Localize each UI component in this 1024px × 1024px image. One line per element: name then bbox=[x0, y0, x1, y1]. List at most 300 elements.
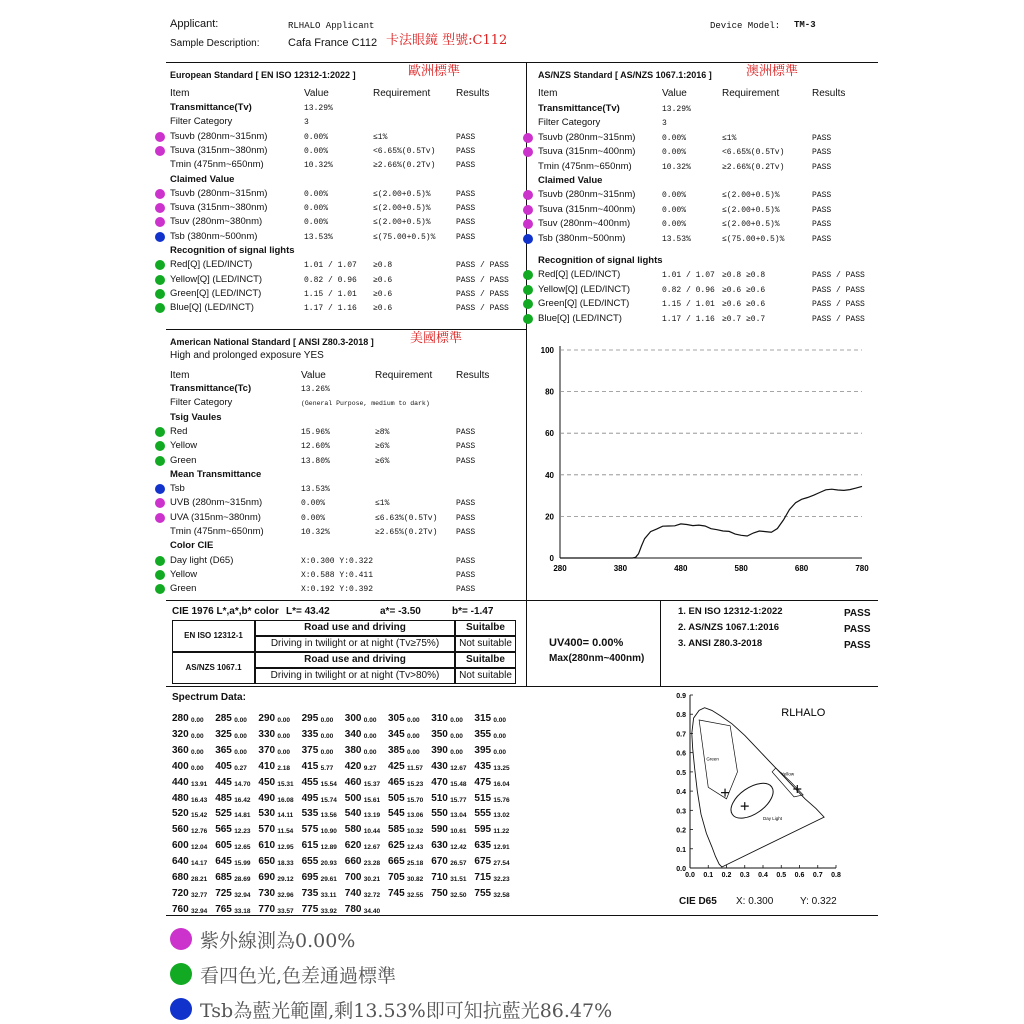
spectrum-wavelength: 570 bbox=[258, 824, 276, 836]
eu-row-req: ≤1% bbox=[373, 132, 388, 142]
rule bbox=[660, 600, 661, 686]
x-tick-label: 0.0 bbox=[685, 872, 695, 879]
y-tick-label: 0.9 bbox=[676, 693, 686, 700]
eu-row-value: 0.00% bbox=[304, 218, 329, 228]
spectrum-value: 23.28 bbox=[363, 860, 381, 868]
spectrum-value: 0.00 bbox=[191, 717, 204, 724]
spectrum-value: 14.17 bbox=[191, 860, 208, 868]
y-tick-label: 40 bbox=[545, 470, 554, 480]
eu-row-dot bbox=[155, 260, 165, 270]
sample-value: Cafa France C112 bbox=[288, 37, 378, 49]
spectrum-wavelength: 770 bbox=[258, 903, 276, 915]
eu-row-item: Filter Category bbox=[170, 116, 233, 128]
spectrum-wavelength: 505 bbox=[388, 792, 405, 804]
as-col-header: Results bbox=[812, 88, 846, 99]
us-row-item: Day light (D65) bbox=[170, 554, 234, 566]
spectrum-wavelength: 330 bbox=[258, 728, 276, 740]
spectrum-wavelength: 690 bbox=[258, 872, 276, 883]
as-row-item: Blue[Q] (LED/INCT) bbox=[538, 312, 622, 324]
spectrum-value: 30.21 bbox=[363, 876, 381, 883]
road-row-4: Driving in twilight or at night (Tv>80%) bbox=[270, 670, 440, 681]
spectrum-value: 0.00 bbox=[277, 748, 291, 756]
applicant-value: RLHALO Applicant bbox=[288, 21, 375, 31]
summary-res-2: PASS bbox=[844, 624, 871, 635]
eu-row-dot bbox=[155, 189, 165, 199]
spectrum-wavelength: 600 bbox=[172, 840, 189, 852]
spectrum-title: Spectrum Data: bbox=[172, 692, 246, 703]
spectrum-wavelength: 535 bbox=[301, 808, 319, 820]
eu-row-item: Tsuva (315nm~380nm) bbox=[170, 144, 268, 156]
us-row-dot bbox=[155, 556, 165, 566]
as-row-req: <6.65%(0.5Tv) bbox=[722, 148, 785, 158]
spectrum-wavelength: 760 bbox=[172, 903, 189, 915]
as-row-result: PASS bbox=[812, 133, 832, 143]
x-tick-label: 0.6 bbox=[794, 872, 805, 879]
us-row-value: 12.60% bbox=[301, 442, 330, 452]
y-tick-label: 0 bbox=[549, 554, 554, 563]
x-tick-label: 780 bbox=[855, 564, 869, 573]
eu-row-value: 0.00% bbox=[304, 146, 329, 156]
us-row-value: 0.00% bbox=[301, 513, 326, 523]
spectrum-value: 15.37 bbox=[363, 780, 381, 788]
us-row-value: (General Purpose, medium to dark) bbox=[301, 400, 430, 408]
spectrum-wavelength: 655 bbox=[301, 856, 319, 868]
as-row-dot bbox=[523, 147, 533, 157]
eu-row-result: PASS bbox=[456, 204, 476, 214]
y-tick-label: 80 bbox=[545, 387, 554, 397]
spectrum-value: 33.18 bbox=[234, 907, 251, 915]
spectrum-wavelength: 560 bbox=[172, 824, 189, 836]
eu-row-item: Tsuvb (280nm~315nm) bbox=[170, 187, 268, 199]
spectrum-wavelength: 755 bbox=[474, 887, 492, 899]
spectrum-wavelength: 495 bbox=[301, 792, 319, 804]
spectrum-value: 11.54 bbox=[277, 828, 294, 836]
eu-row-item: Tsuva (315nm~380nm) bbox=[170, 202, 268, 214]
cie1976-b: b*= -1.47 bbox=[452, 606, 494, 617]
eu-row-value: 3 bbox=[304, 118, 309, 128]
us-title: American National Standard [ ANSI Z80.3-2018 ] bbox=[170, 337, 374, 347]
spectrum-wavelength: 520 bbox=[172, 808, 189, 820]
spectrum-value: 0.00 bbox=[407, 748, 420, 756]
spectrum-wavelength: 540 bbox=[344, 808, 362, 820]
us-row-req: ≥8% bbox=[375, 427, 390, 437]
us-row-item: Tsig Vaules bbox=[170, 411, 222, 423]
spectrum-wavelength: 450 bbox=[258, 776, 276, 788]
us-row-dot bbox=[155, 513, 165, 523]
rule bbox=[166, 62, 878, 63]
eu-row-result: PASS bbox=[456, 132, 476, 142]
spectrum-value: 16.08 bbox=[277, 796, 294, 804]
spectrum-wavelength: 635 bbox=[474, 840, 492, 852]
road-res-4: Not suitable bbox=[459, 670, 512, 681]
as-row-value: 0.00% bbox=[662, 148, 687, 158]
as-row-result: PASS / PASS bbox=[812, 300, 865, 310]
spectrum-value: 32.50 bbox=[450, 891, 467, 899]
as-col-header: Requirement bbox=[722, 88, 780, 99]
spectrum-wavelength: 610 bbox=[258, 840, 276, 852]
spectrum-wavelength: 510 bbox=[431, 792, 448, 804]
as-row-dot bbox=[523, 314, 533, 324]
spectrum-wavelength: 710 bbox=[431, 872, 448, 883]
spectrum-wavelength: 440 bbox=[172, 776, 189, 788]
spectrum-value: 0.00 bbox=[363, 717, 377, 724]
as-row-dot bbox=[523, 205, 533, 215]
device-value: TM-3 bbox=[794, 20, 816, 30]
as-row-dot bbox=[523, 234, 533, 244]
legend-text-blue: Tsb為藍光範圍,剩13.53%即可知抗藍光86.47% bbox=[200, 1000, 613, 1022]
spectrum-value: 0.00 bbox=[493, 732, 507, 740]
spectrum-value: 32.96 bbox=[277, 891, 294, 899]
eu-title: European Standard [ EN ISO 12312-1:2022 ] bbox=[170, 70, 356, 80]
spectrum-value: 25.18 bbox=[407, 860, 424, 868]
us-subtitle: High and prolonged exposure YES bbox=[170, 350, 324, 361]
us-row-value: 13.80% bbox=[301, 456, 330, 466]
spectrum-value: 12.67 bbox=[363, 844, 381, 852]
spectrum-wavelength: 455 bbox=[301, 776, 319, 788]
spectrum-value: 32.72 bbox=[363, 891, 381, 899]
us-row-result: PASS bbox=[456, 427, 476, 437]
spectrum-value: 33.57 bbox=[277, 907, 294, 915]
as-row-item: Green[Q] (LED/INCT) bbox=[538, 298, 630, 310]
eu-row-result: PASS bbox=[456, 161, 476, 171]
x-tick-label: 580 bbox=[734, 564, 748, 573]
spectrum-value: 10.61 bbox=[450, 828, 467, 836]
spectrum-wavelength: 720 bbox=[172, 887, 189, 899]
road-row-3: Road use and driving bbox=[304, 654, 406, 665]
as-row-value: 3 bbox=[662, 119, 667, 129]
spectrum-wavelength: 465 bbox=[388, 776, 405, 788]
eu-row-req: ≥0.8 bbox=[373, 261, 393, 271]
eu-row-value: 13.29% bbox=[304, 104, 333, 113]
us-row-dot bbox=[155, 584, 165, 594]
eu-row-result: PASS bbox=[456, 146, 476, 156]
spectrum-value: 32.55 bbox=[407, 891, 424, 899]
as-note: 澳洲標準 bbox=[746, 64, 799, 79]
eu-row-dot bbox=[155, 303, 165, 313]
us-row-result: PASS bbox=[456, 585, 476, 595]
eu-row-item: Claimed Value bbox=[170, 173, 235, 185]
as-row-value: 13.29% bbox=[662, 105, 691, 114]
spectrum-wavelength: 775 bbox=[301, 903, 319, 915]
as-row-item: Tsuva (315nm~400nm) bbox=[538, 203, 636, 215]
spectrum-value: 0.00 bbox=[277, 732, 291, 740]
us-col-header: Item bbox=[170, 370, 190, 381]
as-row-value: 0.00% bbox=[662, 220, 687, 230]
eu-row-item: Yellow[Q] (LED/INCT) bbox=[170, 273, 263, 285]
as-row-item: Tsb (380nm~500nm) bbox=[538, 232, 626, 244]
spectrum-wavelength: 475 bbox=[474, 776, 492, 788]
spectrum-value: 0.00 bbox=[234, 717, 247, 724]
y-tick-label: 0.8 bbox=[676, 712, 686, 720]
spectrum-value: 33.92 bbox=[320, 907, 337, 915]
us-row-result: PASS bbox=[456, 499, 476, 509]
green-label: Green bbox=[706, 756, 719, 762]
spectrum-wavelength: 395 bbox=[474, 744, 492, 756]
spectrum-wavelength: 345 bbox=[388, 728, 405, 740]
y-tick-label: 0.0 bbox=[676, 866, 686, 873]
us-row-req: ≥6% bbox=[375, 456, 390, 466]
eu-row-value: 0.00% bbox=[304, 189, 329, 199]
spectrum-value: 16.42 bbox=[234, 796, 251, 804]
uv400-value: UV400= 0.00% bbox=[549, 637, 624, 649]
x-tick-label: 0.7 bbox=[812, 872, 823, 879]
as-row-result: PASS bbox=[812, 191, 832, 201]
spectrum-value: 13.25 bbox=[493, 764, 510, 772]
spectrum-wavelength: 310 bbox=[431, 713, 448, 724]
eu-row-req: ≤(2.00+0.5)% bbox=[373, 204, 431, 214]
spectrum-value: 0.00 bbox=[407, 717, 420, 724]
as-row-result: PASS / PASS bbox=[812, 271, 865, 281]
us-row-dot bbox=[155, 484, 165, 494]
eu-row-result: PASS bbox=[456, 218, 476, 228]
as-row-item: Yellow[Q] (LED/INCT) bbox=[538, 283, 631, 295]
us-row-item: Filter Category bbox=[170, 397, 233, 409]
spectrum-value: 12.76 bbox=[191, 828, 208, 836]
spectrum-value: 0.00 bbox=[191, 764, 204, 772]
spectrum-wavelength: 615 bbox=[301, 840, 319, 852]
eu-row-item: Transmittance(Tv) bbox=[170, 102, 252, 113]
spectrum-wavelength: 460 bbox=[344, 776, 362, 788]
eu-row-value: 0.82 / 0.96 bbox=[304, 275, 357, 285]
spectrum-wavelength: 695 bbox=[301, 872, 319, 883]
spectrum-wavelength: 300 bbox=[344, 713, 362, 724]
spectrum-wavelength: 470 bbox=[431, 776, 448, 788]
eu-row-req: <6.65%(0.5Tv) bbox=[373, 146, 436, 156]
spectrum-value: 15.54 bbox=[320, 780, 337, 788]
eu-row-item: Tsuv (280nm~380nm) bbox=[170, 216, 263, 228]
as-row-value: 1.01 / 1.07 bbox=[662, 271, 715, 281]
spectrum-wavelength: 630 bbox=[431, 840, 448, 852]
eu-row-req: ≥0.6 bbox=[373, 275, 393, 285]
eu-row-value: 0.00% bbox=[304, 204, 329, 214]
y-tick-label: 0.4 bbox=[676, 789, 686, 797]
us-row-item: Yellow bbox=[170, 568, 198, 580]
as-row-item: Tsuvb (280nm~315nm) bbox=[538, 189, 636, 201]
eu-row-result: PASS / PASS bbox=[456, 275, 509, 285]
spectrum-value: 13.56 bbox=[320, 812, 337, 820]
cie-footer-y: Y: 0.322 bbox=[800, 896, 837, 907]
road-res-1: Suitalbe bbox=[466, 622, 505, 633]
eu-row-req: ≤(75.00+0.5)% bbox=[373, 232, 436, 242]
spectrum-wavelength: 545 bbox=[388, 808, 405, 820]
eu-row-dot bbox=[155, 217, 165, 227]
us-col-header: Value bbox=[301, 370, 326, 381]
rule bbox=[166, 686, 878, 687]
spectrum-value: 27.54 bbox=[493, 860, 510, 868]
spectrum-wavelength: 280 bbox=[172, 713, 189, 724]
as-row-dot bbox=[523, 190, 533, 200]
spectrum-wavelength: 500 bbox=[344, 792, 362, 804]
as-row-result: PASS bbox=[812, 148, 832, 158]
x-tick-label: 0.3 bbox=[739, 872, 750, 879]
spectrum-value: 15.77 bbox=[450, 796, 467, 804]
spectrum-wavelength: 325 bbox=[215, 728, 232, 740]
as-row-dot bbox=[523, 133, 533, 143]
us-row-item: Color CIE bbox=[170, 540, 214, 552]
spectrum-value: 0.00 bbox=[234, 732, 247, 740]
us-row-dot bbox=[155, 570, 165, 580]
cie1976-a: a*= -3.50 bbox=[380, 606, 421, 617]
spectrum-value: 15.76 bbox=[493, 796, 510, 804]
spectrum-wavelength: 350 bbox=[431, 728, 448, 740]
sample-label: Sample Description: bbox=[170, 38, 260, 49]
eu-row-item: Blue[Q] (LED/INCT) bbox=[170, 302, 254, 314]
eu-row-value: 0.00% bbox=[304, 132, 329, 142]
us-row-item: UVB (280nm~315nm) bbox=[170, 497, 263, 509]
road-row-1: Road use and driving bbox=[304, 622, 406, 633]
eu-row-dot bbox=[155, 146, 165, 156]
road-std-2: AS/NZS 1067.1 bbox=[185, 663, 242, 672]
y-tick-label: 0.1 bbox=[676, 846, 686, 854]
us-row-dot bbox=[155, 498, 165, 508]
spectrum-value: 10.44 bbox=[363, 828, 381, 836]
eu-row-req: ≤(2.00+0.5)% bbox=[373, 218, 431, 228]
spectrum-wavelength: 425 bbox=[388, 760, 405, 772]
eu-row-dot bbox=[155, 132, 165, 142]
x-tick-label: 0.1 bbox=[703, 872, 714, 879]
spectrum-value: 18.33 bbox=[277, 860, 294, 868]
spectrum-wavelength: 580 bbox=[344, 824, 362, 836]
spectrum-value: 15.74 bbox=[320, 796, 337, 804]
y-tick-label: 0.6 bbox=[676, 750, 686, 758]
spectrum-wavelength: 335 bbox=[301, 728, 319, 740]
spectrum-value: 10.32 bbox=[407, 828, 424, 836]
spectrum-wavelength: 665 bbox=[388, 856, 405, 868]
spectrum-value: 0.00 bbox=[363, 732, 377, 740]
as-col-header: Value bbox=[662, 88, 687, 99]
spectrum-wavelength: 585 bbox=[388, 824, 405, 836]
legend-dot-uv bbox=[170, 928, 192, 950]
as-row-value: 1.15 / 1.01 bbox=[662, 300, 715, 310]
spectrum-wavelength: 320 bbox=[172, 728, 189, 740]
spectrum-wavelength: 730 bbox=[258, 887, 276, 899]
spectrum-value: 12.42 bbox=[450, 844, 467, 852]
device-label: Device Model: bbox=[710, 21, 781, 31]
spectrum-value: 12.43 bbox=[407, 844, 424, 852]
spectrum-wavelength: 295 bbox=[301, 713, 319, 724]
eu-row-item: Recognition of signal lights bbox=[170, 245, 295, 256]
as-row-req: ≥0.6 ≥0.6 bbox=[722, 285, 766, 295]
point-marker bbox=[741, 802, 749, 810]
spectrum-wavelength: 660 bbox=[344, 856, 362, 868]
spectrum-wavelength: 590 bbox=[431, 824, 448, 836]
spectrum-wavelength: 405 bbox=[215, 760, 232, 772]
spectrum-value: 12.95 bbox=[277, 844, 294, 852]
us-row-result: PASS bbox=[456, 442, 476, 452]
spectrum-value: 31.51 bbox=[450, 876, 467, 883]
summary-std-1: 1. EN ISO 12312-1:2022 bbox=[678, 606, 783, 617]
us-row-result: PASS bbox=[456, 570, 476, 580]
us-row-item: Red bbox=[170, 425, 188, 437]
spectrum-value: 16.43 bbox=[191, 796, 208, 804]
spectrum-wavelength: 360 bbox=[172, 744, 189, 756]
spectrum-value: 15.48 bbox=[450, 780, 467, 788]
us-row-value: 0.00% bbox=[301, 499, 326, 509]
spectrum-wavelength: 415 bbox=[301, 760, 319, 772]
us-row-req: ≥6% bbox=[375, 442, 390, 452]
spectrum-value: 0.00 bbox=[450, 717, 463, 724]
spectrum-value: 12.89 bbox=[320, 844, 337, 852]
spectrum-value: 14.11 bbox=[277, 812, 294, 820]
legend-dot-color bbox=[170, 963, 192, 985]
us-row-item: Tsb bbox=[170, 483, 185, 495]
as-row-req: ≥2.66%(0.2Tv) bbox=[722, 162, 785, 172]
summary-res-3: PASS bbox=[844, 640, 871, 651]
as-row-item: Tsuv (280nm~400nm) bbox=[538, 218, 631, 230]
spectrum-value: 12.91 bbox=[493, 844, 510, 852]
spectrum-wavelength: 765 bbox=[215, 903, 232, 915]
daylight-label: Day Light bbox=[763, 815, 783, 821]
as-col-header: Item bbox=[538, 88, 558, 99]
as-row-item: Transmittance(Tv) bbox=[538, 103, 620, 114]
as-row-req: ≤1% bbox=[722, 133, 737, 143]
us-row-item: Transmittance(Tc) bbox=[170, 383, 252, 394]
as-row-value: 0.82 / 0.96 bbox=[662, 285, 715, 295]
eu-col-header: Results bbox=[456, 88, 490, 99]
eu-col-header: Value bbox=[304, 88, 329, 99]
road-row-2: Driving in twilight or at night (Tv≥75%) bbox=[270, 638, 440, 649]
eu-row-result: PASS bbox=[456, 232, 476, 242]
road-std-1: EN ISO 12312-1 bbox=[184, 631, 243, 640]
eu-row-dot bbox=[155, 232, 165, 242]
spectrum-wavelength: 380 bbox=[344, 744, 362, 756]
summary-res-1: PASS bbox=[844, 608, 871, 619]
spectrum-value: 0.00 bbox=[320, 717, 334, 724]
spectrum-wavelength: 680 bbox=[172, 872, 189, 883]
spectrum-wavelength: 480 bbox=[172, 792, 189, 804]
us-row-value: X:0.588 Y:0.411 bbox=[301, 570, 374, 580]
spectrum-wavelength: 575 bbox=[301, 824, 319, 836]
spectrum-value: 15.99 bbox=[234, 860, 251, 868]
spectrum-wavelength: 305 bbox=[388, 713, 405, 724]
us-row-value: X:0.192 Y:0.392 bbox=[301, 585, 374, 595]
as-title: AS/NZS Standard [ AS/NZS 1067.1:2016 ] bbox=[538, 70, 712, 80]
spectrum-value: 0.00 bbox=[320, 732, 334, 740]
spectrum-value: 0.00 bbox=[450, 732, 463, 740]
as-row-req: ≤(2.00+0.5)% bbox=[722, 205, 780, 215]
spectrum-wavelength: 705 bbox=[388, 872, 405, 883]
cie-chart-title: RLHALO bbox=[781, 707, 826, 720]
us-row-dot bbox=[155, 456, 165, 466]
eu-row-item: Red[Q] (LED/INCT) bbox=[170, 259, 253, 271]
spectrum-wavelength: 745 bbox=[388, 887, 405, 899]
spectrum-value: 0.00 bbox=[363, 748, 377, 756]
y-tick-label: 60 bbox=[545, 429, 554, 439]
us-col-header: Requirement bbox=[375, 370, 433, 381]
spectrum-value: 0.00 bbox=[277, 717, 291, 724]
us-row-req: ≥2.65%(0.2Tv) bbox=[375, 528, 438, 537]
us-row-result: PASS bbox=[456, 513, 476, 523]
us-row-item: Mean Transmittance bbox=[170, 468, 262, 480]
cie-footer-label: CIE D65 bbox=[679, 896, 717, 907]
spectrum-value: 12.65 bbox=[234, 844, 251, 852]
spectrum-wavelength: 365 bbox=[215, 744, 232, 756]
spectrum-wavelength: 285 bbox=[215, 713, 232, 724]
us-row-item: UVA (315nm~380nm) bbox=[170, 511, 261, 523]
cie1976-l: L*= 43.42 bbox=[286, 606, 330, 617]
y-tick-label: 0.5 bbox=[676, 769, 686, 777]
as-row-value: 13.53% bbox=[662, 234, 691, 244]
spectrum-value: 13.91 bbox=[191, 780, 208, 788]
transmittance-series-line bbox=[560, 486, 862, 558]
spectrum-value: 32.94 bbox=[234, 891, 251, 899]
eu-row-req: ≥0.6 bbox=[373, 289, 393, 299]
us-row-value: 10.32% bbox=[301, 528, 330, 537]
eu-col-header: Requirement bbox=[373, 88, 431, 99]
as-row-result: PASS bbox=[812, 162, 832, 172]
rule bbox=[526, 600, 527, 686]
as-row-result: PASS bbox=[812, 205, 832, 215]
